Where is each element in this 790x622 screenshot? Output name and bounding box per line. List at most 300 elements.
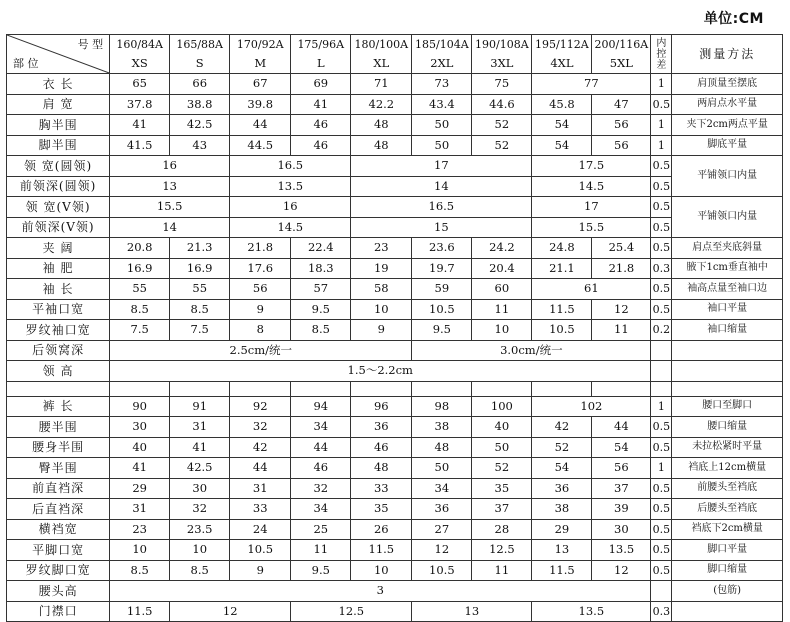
tolerance-cell: 0.5 [651,176,672,197]
value-cell: 102 [532,396,651,417]
value-cell: 32 [170,499,230,520]
size-chart-body [7,35,783,622]
value-cell: 11.5 [110,601,170,622]
control-char: 控 [656,48,667,60]
value-cell: 41 [291,94,351,115]
pants-measure-row [7,458,783,479]
method-cell: 腰口缩量 [672,417,783,438]
size-name: XS [131,55,148,70]
pants-measure-row [7,581,783,602]
tolerance-cell: 0.2 [651,320,672,341]
value-cell: 21.8 [230,238,291,259]
size-tag: 165/88A [176,37,224,51]
row-label: 后直裆深 [7,499,110,520]
top-measure-row [7,340,783,361]
method-cell [672,361,783,382]
row-label: 腰头高 [7,581,110,602]
value-cell: 44 [291,437,351,458]
tolerance-cell: 0.5 [651,94,672,115]
control-char: 差 [656,59,667,71]
row-label: 夹 阔 [7,238,110,259]
gap-cell [651,381,672,396]
value-cell: 44.6 [472,94,532,115]
value-cell: 3 [110,581,651,602]
value-cell: 34 [291,499,351,520]
method-cell: 后腰头至裆底 [672,499,783,520]
size-tag: 190/108A [475,37,529,51]
top-measure-row [7,74,783,95]
value-cell: 13.5 [532,601,651,622]
value-cell: 31 [170,417,230,438]
tolerance-cell: 0.3 [651,601,672,622]
gap-cell [412,381,472,396]
value-cell: 12 [592,299,651,320]
value-cell: 55 [110,279,170,300]
value-cell: 11 [291,540,351,561]
value-cell: 26 [351,519,412,540]
top-measure-row [7,279,783,300]
value-cell: 3.0cm/统一 [412,340,651,361]
tolerance-cell: 0.5 [651,560,672,581]
value-cell: 54 [532,458,592,479]
value-cell: 16.9 [170,258,230,279]
value-cell: 13 [532,540,592,561]
size-header-cell [230,35,291,74]
method-cell: 肩点至夹底斜量 [672,238,783,259]
tolerance-cell [651,581,672,602]
top-measure-row [7,299,783,320]
row-label: 罗纹脚口宽 [7,560,110,581]
value-cell: 77 [532,74,651,95]
corner-size-label: 号 型 [77,38,104,51]
value-cell: 39.8 [230,94,291,115]
value-cell: 24 [230,519,291,540]
value-cell: 44 [230,115,291,136]
value-cell: 43 [170,135,230,156]
gap-cell [110,381,170,396]
method-cell: 腋下1cm垂直袖中 [672,258,783,279]
size-name: XL [373,55,390,70]
row-label: 前领深(圆领) [7,176,110,197]
section-gap-row [7,381,783,396]
tolerance-cell: 1 [651,458,672,479]
value-cell: 65 [110,74,170,95]
value-cell: 23 [110,519,170,540]
value-cell: 40 [110,437,170,458]
value-cell: 30 [110,417,170,438]
value-cell: 48 [351,115,412,136]
value-cell: 10.5 [230,540,291,561]
value-cell: 35 [351,499,412,520]
value-cell: 12 [412,540,472,561]
size-tag: 170/92A [236,37,284,51]
top-measure-row [7,115,783,136]
value-cell: 21.8 [592,258,651,279]
row-label: 腰半围 [7,417,110,438]
gap-cell [230,381,291,396]
value-cell: 7.5 [170,320,230,341]
value-cell: 23.5 [170,519,230,540]
value-cell: 32 [230,417,291,438]
size-tag: 180/100A [354,37,409,51]
size-header-cell [291,35,351,74]
tolerance-cell: 1 [651,135,672,156]
value-cell: 71 [351,74,412,95]
method-cell: 肩顶量至摆底 [672,74,783,95]
top-measure-row [7,197,783,218]
value-cell: 10 [472,320,532,341]
value-cell: 37 [472,499,532,520]
method-cell [672,601,783,622]
value-cell: 8.5 [110,560,170,581]
pants-measure-row [7,396,783,417]
value-cell: 10.5 [412,299,472,320]
tolerance-cell: 1 [651,396,672,417]
value-cell: 59 [412,279,472,300]
header-row [7,35,783,74]
value-cell: 54 [592,437,651,458]
method-cell: 腰口至脚口 [672,396,783,417]
value-cell: 9 [351,320,412,341]
value-cell: 46 [351,437,412,458]
pants-measure-row [7,519,783,540]
row-label: 肩 宽 [7,94,110,115]
value-cell: 12.5 [291,601,412,622]
pants-measure-row [7,601,783,622]
value-cell: 13.5 [592,540,651,561]
value-cell: 34 [291,417,351,438]
value-cell: 10 [351,299,412,320]
method-header: 测量方法 [672,35,783,74]
value-cell: 48 [351,135,412,156]
value-cell: 34 [412,478,472,499]
value-cell: 12 [170,601,291,622]
value-cell: 36 [412,499,472,520]
top-measure-row [7,217,783,238]
value-cell: 24.2 [472,238,532,259]
row-label: 领 高 [7,361,110,382]
value-cell: 29 [532,519,592,540]
method-cell: 前腰头至裆底 [672,478,783,499]
gap-cell [170,381,230,396]
row-label: 领 宽(V领) [7,197,110,218]
gap-cell [472,381,532,396]
value-cell: 23.6 [412,238,472,259]
value-cell: 20.4 [472,258,532,279]
value-cell: 16 [110,156,230,177]
value-cell: 13.5 [230,176,351,197]
value-cell: 38.8 [170,94,230,115]
value-cell: 7.5 [110,320,170,341]
top-measure-row [7,156,783,177]
value-cell: 38 [412,417,472,438]
value-cell: 50 [412,458,472,479]
method-cell [672,340,783,361]
size-name: M [254,55,267,70]
value-cell: 10.5 [532,320,592,341]
value-cell: 18.3 [291,258,351,279]
value-cell: 25.4 [592,238,651,259]
size-header-cell [170,35,230,74]
value-cell: 90 [110,396,170,417]
value-cell: 14.5 [230,217,351,238]
top-measure-row [7,176,783,197]
size-header-cell [351,35,412,74]
value-cell: 28 [472,519,532,540]
size-name: L [316,55,325,70]
value-cell: 8.5 [110,299,170,320]
gap-cell [291,381,351,396]
value-cell: 73 [412,74,472,95]
value-cell: 15 [351,217,532,238]
value-cell: 55 [170,279,230,300]
value-cell: 66 [170,74,230,95]
size-header-cell [532,35,592,74]
value-cell: 45.8 [532,94,592,115]
method-cell: 脚底平量 [672,135,783,156]
value-cell: 20.8 [110,238,170,259]
value-cell: 61 [532,279,651,300]
value-cell: 11.5 [532,299,592,320]
value-cell: 12.5 [472,540,532,561]
size-name: 2XL [430,55,454,70]
row-label: 前直裆深 [7,478,110,499]
value-cell: 15.5 [110,197,230,218]
value-cell: 44 [592,417,651,438]
value-cell: 54 [532,115,592,136]
value-cell: 17 [532,197,651,218]
value-cell: 56 [592,135,651,156]
row-label: 脚半围 [7,135,110,156]
value-cell: 25 [291,519,351,540]
control-char: 内 [656,37,667,49]
value-cell: 16.5 [351,197,532,218]
value-cell: 17.6 [230,258,291,279]
value-cell: 17.5 [532,156,651,177]
size-tag: 175/96A [297,37,345,51]
value-cell: 52 [472,458,532,479]
value-cell: 14.5 [532,176,651,197]
value-cell: 21.3 [170,238,230,259]
value-cell: 40 [472,417,532,438]
tolerance-cell: 0.5 [651,197,672,218]
value-cell: 43.4 [412,94,472,115]
value-cell: 11.5 [351,540,412,561]
tolerance-cell: 0.5 [651,437,672,458]
tolerance-cell: 0.5 [651,478,672,499]
method-cell: 裆底下2cm横量 [672,519,783,540]
row-label: 横裆宽 [7,519,110,540]
value-cell: 9.5 [412,320,472,341]
tolerance-cell: 0.5 [651,299,672,320]
value-cell: 24.8 [532,238,592,259]
method-cell: 平铺领口内量 [672,156,783,197]
method-cell: 两肩点水平量 [672,94,783,115]
top-measure-row [7,135,783,156]
pants-measure-row [7,478,783,499]
value-cell: 14 [110,217,230,238]
value-cell: 8.5 [170,299,230,320]
row-label: 臀半围 [7,458,110,479]
value-cell: 16.5 [230,156,351,177]
value-cell: 41.5 [110,135,170,156]
tolerance-cell: 1 [651,115,672,136]
row-label: 腰身半围 [7,437,110,458]
value-cell: 48 [351,458,412,479]
row-label: 罗纹袖口宽 [7,320,110,341]
value-cell: 56 [230,279,291,300]
row-label: 胸半围 [7,115,110,136]
value-cell: 57 [291,279,351,300]
control-tolerance-header [651,35,672,74]
value-cell: 16.9 [110,258,170,279]
top-measure-row [7,94,783,115]
value-cell: 9 [230,560,291,581]
value-cell: 42 [230,437,291,458]
value-cell: 10.5 [412,560,472,581]
value-cell: 56 [592,458,651,479]
value-cell: 46 [291,115,351,136]
value-cell: 17 [351,156,532,177]
size-tag: 195/112A [535,37,589,51]
tolerance-cell: 0.5 [651,156,672,177]
top-measure-row [7,258,783,279]
value-cell: 31 [230,478,291,499]
value-cell: 9.5 [291,299,351,320]
value-cell: 21.1 [532,258,592,279]
value-cell: 50 [412,115,472,136]
top-measure-row [7,361,783,382]
header-corner-cell [7,35,110,74]
method-cell: 夹下2cm两点平量 [672,115,783,136]
tolerance-cell: 0.5 [651,279,672,300]
tolerance-cell: 0.5 [651,238,672,259]
size-header-cell [592,35,651,74]
value-cell: 38 [532,499,592,520]
value-cell: 8.5 [291,320,351,341]
size-name: 5XL [609,55,633,70]
size-header-cell [412,35,472,74]
value-cell: 11 [592,320,651,341]
value-cell: 36 [351,417,412,438]
value-cell: 19.7 [412,258,472,279]
value-cell: 46 [291,135,351,156]
corner-part-label: 部 位 [13,57,39,70]
method-cell: 裆底上12cm横量 [672,458,783,479]
value-cell: 37.8 [110,94,170,115]
value-cell: 36 [532,478,592,499]
unit-label: 单位:CM [703,11,764,27]
value-cell: 41 [110,115,170,136]
row-label: 袖 肥 [7,258,110,279]
value-cell: 22.4 [291,238,351,259]
row-label: 前领深(V领) [7,217,110,238]
value-cell: 13 [110,176,230,197]
value-cell: 15.5 [532,217,651,238]
value-cell: 94 [291,396,351,417]
row-label: 平袖口宽 [7,299,110,320]
gap-cell [351,381,412,396]
value-cell: 92 [230,396,291,417]
pants-measure-row [7,540,783,561]
value-cell: 42 [532,417,592,438]
value-cell: 29 [110,478,170,499]
row-label: 衣 长 [7,74,110,95]
method-cell: 袖口缩量 [672,320,783,341]
value-cell: 31 [110,499,170,520]
value-cell: 12 [592,560,651,581]
gap-cell [7,381,110,396]
value-cell: 54 [532,135,592,156]
value-cell: 27 [412,519,472,540]
value-cell: 100 [472,396,532,417]
row-label: 裤 长 [7,396,110,417]
row-label: 袖 长 [7,279,110,300]
value-cell: 39 [592,499,651,520]
size-name: S [195,55,204,70]
value-cell: 10 [170,540,230,561]
value-cell: 52 [472,135,532,156]
value-cell: 1.5～2.2cm [110,361,651,382]
top-measure-row [7,320,783,341]
method-cell: 脚口缩量 [672,560,783,581]
top-measure-row [7,238,783,259]
value-cell: 9 [230,299,291,320]
row-label: 平脚口宽 [7,540,110,561]
pants-measure-row [7,437,783,458]
size-header-cell [472,35,532,74]
tolerance-cell [651,361,672,382]
value-cell: 23 [351,238,412,259]
value-cell: 30 [170,478,230,499]
pants-measure-row [7,499,783,520]
value-cell: 75 [472,74,532,95]
value-cell: 52 [532,437,592,458]
value-cell: 2.5cm/统一 [110,340,412,361]
tolerance-cell: 1 [651,74,672,95]
method-cell: 袖口平量 [672,299,783,320]
gap-cell [672,381,783,396]
value-cell: 46 [291,458,351,479]
size-name: 4XL [550,55,574,70]
value-cell: 8.5 [170,560,230,581]
tolerance-cell: 0.3 [651,258,672,279]
size-tag: 200/116A [594,37,649,51]
value-cell: 44.5 [230,135,291,156]
value-cell: 42.5 [170,115,230,136]
method-cell: 脚口平量 [672,540,783,561]
pants-measure-row [7,417,783,438]
value-cell: 13 [412,601,532,622]
pants-measure-row [7,560,783,581]
value-cell: 33 [230,499,291,520]
tolerance-cell: 0.5 [651,417,672,438]
size-tag: 185/104A [415,37,469,51]
value-cell: 10 [351,560,412,581]
value-cell: 67 [230,74,291,95]
gap-cell [592,381,651,396]
tolerance-cell: 0.5 [651,217,672,238]
value-cell: 42.5 [170,458,230,479]
value-cell: 96 [351,396,412,417]
value-cell: 9.5 [291,560,351,581]
value-cell: 37 [592,478,651,499]
value-cell: 16 [230,197,351,218]
value-cell: 42.2 [351,94,412,115]
method-cell: (包筋) [672,581,783,602]
value-cell: 50 [472,437,532,458]
value-cell: 32 [291,478,351,499]
